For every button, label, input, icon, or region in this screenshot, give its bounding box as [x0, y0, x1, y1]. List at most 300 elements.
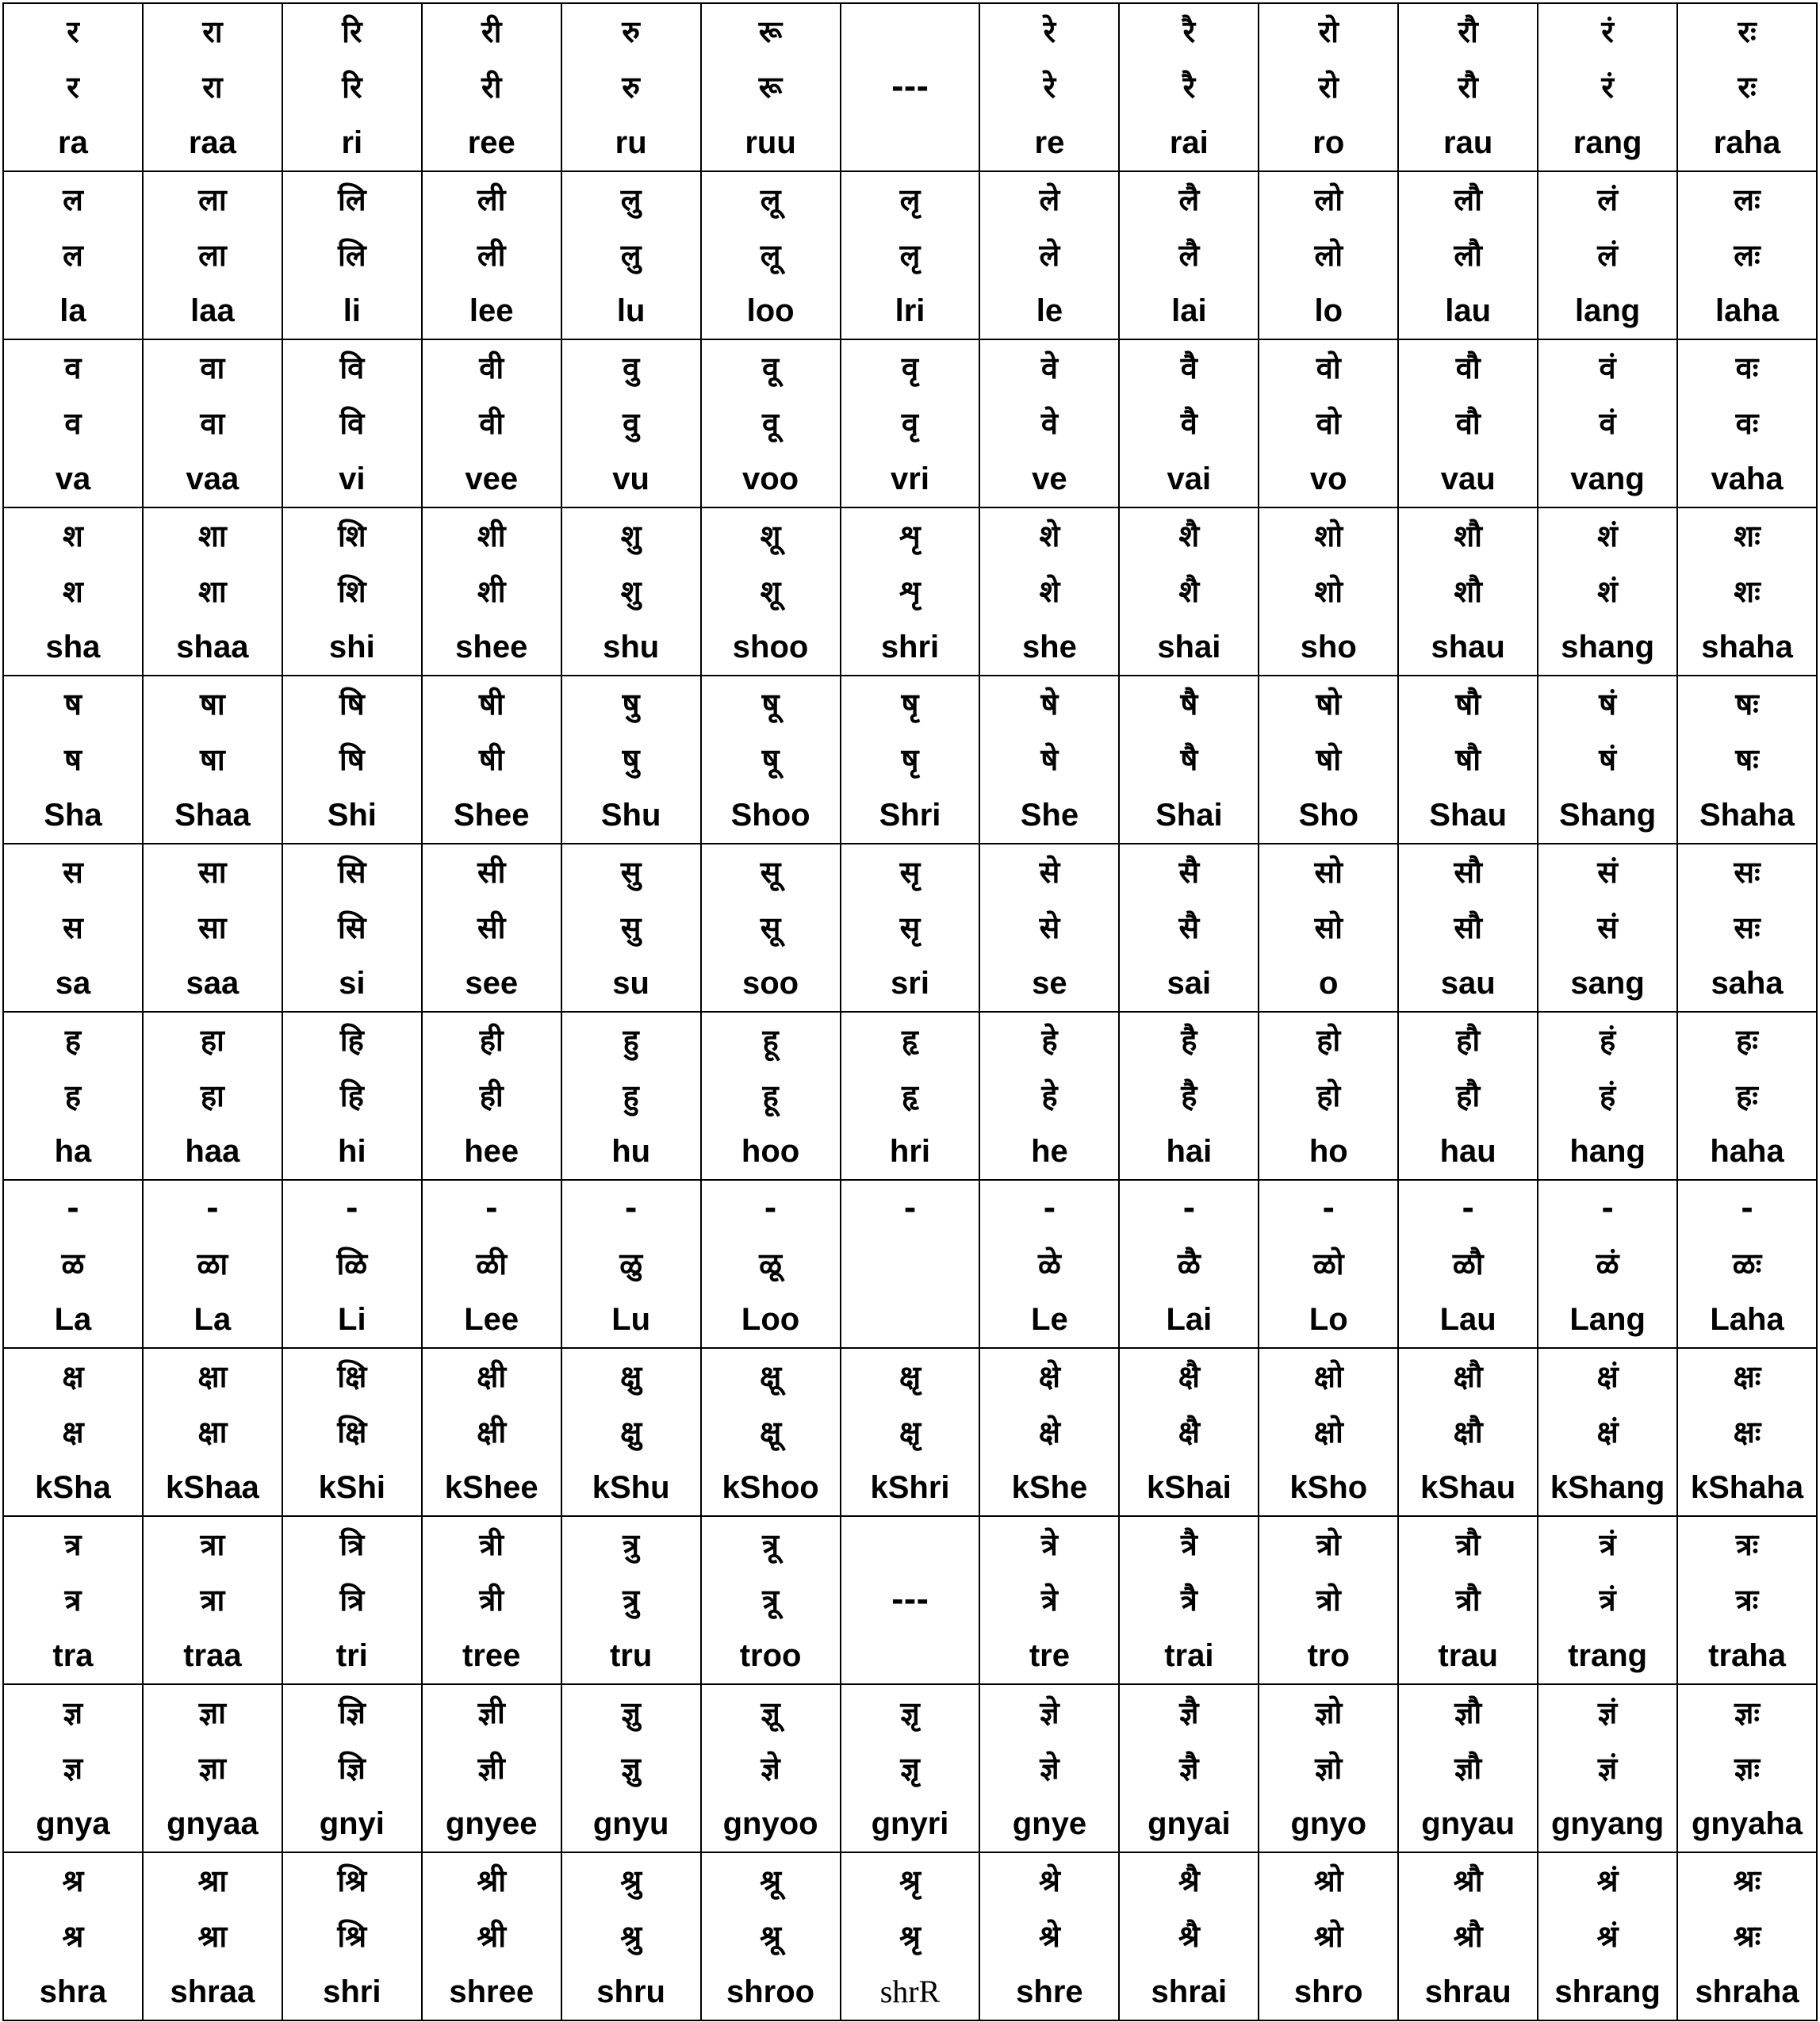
devanagari-glyph-repeat: लृ: [899, 238, 921, 273]
syllable-cell: [143, 1180, 282, 1348]
table-row: [3, 1852, 1817, 2020]
devanagari-glyph: [841, 1517, 979, 1572]
syllable-cell: [422, 676, 561, 844]
syllable-cell: [841, 1516, 980, 1684]
syllable-cell: [143, 1348, 282, 1516]
syllable-cell: [1119, 1684, 1259, 1852]
devanagari-glyph: स: [63, 855, 83, 890]
devanagari-glyph: हः: [1736, 1023, 1758, 1058]
romanization-label: [841, 1628, 979, 1683]
syllable-cell: [282, 1348, 422, 1516]
romanization-label: kShri: [870, 1470, 950, 1505]
devanagari-glyph-repeat: ळ: [61, 1247, 85, 1281]
romanization-label: Lee: [464, 1302, 519, 1337]
devanagari-glyph-repeat: ज्ञै: [1179, 1751, 1199, 1786]
syllable-cell: [282, 1180, 422, 1348]
devanagari-glyph-repeat: ळी: [476, 1247, 508, 1281]
romanization-label: shai: [1157, 630, 1221, 664]
romanization-label: ve: [1032, 461, 1067, 496]
romanization-label: vu: [612, 461, 649, 496]
devanagari-glyph-repeat: ज्ञे: [1040, 1751, 1059, 1786]
devanagari-glyph: सौ: [1454, 855, 1482, 890]
romanization-label: gnyi: [319, 1806, 385, 1841]
romanization-label: si: [339, 966, 366, 1001]
devanagari-glyph: षै: [1180, 687, 1198, 722]
devanagari-glyph: श्रि: [337, 1863, 367, 1898]
table-row: [3, 1684, 1817, 1852]
syllable-cell: [282, 171, 422, 339]
syllable-cell: [1398, 1852, 1538, 2020]
devanagari-glyph-repeat: श्रि: [337, 1919, 367, 1954]
romanization-label: Le: [1031, 1302, 1068, 1337]
devanagari-glyph: श्रः: [1733, 1863, 1761, 1898]
devanagari-glyph-repeat: ही: [479, 1078, 504, 1113]
devanagari-glyph: ज्ञ: [63, 1695, 83, 1730]
devanagari-glyph: लृ: [899, 182, 921, 217]
devanagari-glyph-repeat: ज्ञृ: [900, 1751, 920, 1786]
syllable-cell: [422, 1516, 561, 1684]
devanagari-glyph-repeat: ---: [891, 1583, 929, 1618]
devanagari-glyph: वू: [762, 350, 780, 385]
table-row: [3, 844, 1817, 1012]
syllable-cell: [422, 3, 561, 171]
syllable-cell: [1119, 171, 1259, 339]
devanagari-glyph: ज्ञृ: [900, 1695, 920, 1730]
romanization-label: Shang: [1558, 798, 1657, 833]
devanagari-glyph-repeat: सो: [1314, 910, 1343, 945]
devanagari-glyph-repeat: ष: [63, 742, 82, 777]
syllable-cell: [841, 1348, 980, 1516]
romanization-label: Shaa: [174, 798, 251, 833]
syllable-cell: [1677, 1348, 1817, 1516]
devanagari-glyph: हू: [762, 1023, 779, 1058]
devanagari-glyph: हृ: [902, 1023, 918, 1058]
syllable-cell: [841, 1012, 980, 1180]
romanization-label: Lai: [1166, 1302, 1213, 1337]
romanization-label: Shu: [600, 798, 661, 833]
syllable-cell: [701, 171, 841, 339]
syllable-cell: [841, 1180, 980, 1348]
devanagari-glyph: षः: [1735, 687, 1759, 722]
romanization-label: sa: [55, 966, 91, 1001]
romanization-label: Lo: [1308, 1302, 1348, 1337]
devanagari-glyph-repeat: शे: [1039, 574, 1060, 609]
syllable-cell: [282, 507, 422, 676]
syllable-cell: [1677, 844, 1817, 1012]
devanagari-glyph: षु: [622, 687, 640, 722]
romanization-label: shroo: [726, 1974, 815, 2009]
romanization-label: shaa: [176, 630, 249, 664]
devanagari-glyph-repeat: शौ: [1454, 574, 1483, 609]
syllable-cell: [143, 676, 282, 844]
devanagari-glyph-repeat: वी: [479, 406, 504, 441]
devanagari-glyph-repeat: रो: [1318, 70, 1339, 105]
devanagari-glyph-repeat: सि: [338, 910, 366, 945]
syllable-cell: [979, 844, 1119, 1012]
devanagari-glyph: श्रे: [1038, 1863, 1060, 1898]
devanagari-glyph-repeat: ज्ञी: [477, 1751, 505, 1786]
romanization-label: haa: [185, 1134, 240, 1169]
devanagari-glyph: शै: [1178, 519, 1200, 553]
devanagari-glyph-repeat: ज्ञः: [1734, 1751, 1761, 1786]
devanagari-glyph: रः: [1738, 14, 1757, 49]
devanagari-glyph-repeat: है: [1181, 1078, 1197, 1113]
devanagari-glyph-repeat: क्षो: [1313, 1415, 1343, 1449]
devanagari-glyph: ल: [63, 182, 83, 217]
devanagari-glyph: हे: [1041, 1023, 1058, 1058]
romanization-label: re: [1034, 125, 1065, 160]
romanization-label: shree: [449, 1974, 535, 2009]
syllable-cell: [3, 1180, 143, 1348]
romanization-label: laa: [190, 293, 235, 328]
syllable-cell: [1259, 1348, 1398, 1516]
syllable-cell: [1398, 844, 1538, 1012]
devanagari-glyph: रू: [758, 14, 783, 49]
syllable-cell: [1259, 1180, 1398, 1348]
devanagari-glyph: त्रः: [1735, 1527, 1759, 1562]
romanization-label: shang: [1561, 630, 1654, 664]
syllable-cell: [841, 1684, 980, 1852]
devanagari-glyph: रि: [342, 14, 362, 49]
syllable-cell: [1677, 1852, 1817, 2020]
devanagari-glyph-repeat: ळि: [336, 1247, 368, 1281]
devanagari-glyph-repeat: ले: [1039, 238, 1060, 273]
romanization-label: gnyoo: [722, 1806, 818, 1841]
syllable-cell: [282, 676, 422, 844]
syllable-cell: [1398, 507, 1538, 676]
devanagari-glyph-repeat: षे: [1040, 742, 1059, 777]
devanagari-glyph-repeat: त्रि: [339, 1583, 365, 1618]
devanagari-glyph: क्षे: [1038, 1359, 1061, 1394]
syllable-cell: [841, 1852, 980, 2020]
devanagari-glyph-repeat: ळं: [1596, 1247, 1619, 1281]
syllable-cell: [561, 1012, 701, 1180]
devanagari-glyph: रे: [1043, 14, 1056, 49]
devanagari-glyph-repeat: शः: [1734, 574, 1761, 609]
devanagari-glyph: व: [64, 350, 82, 385]
romanization-label: shrR: [879, 1974, 941, 2009]
devanagari-glyph-repeat: श्र: [62, 1919, 84, 1954]
devanagari-glyph-repeat: षौ: [1455, 742, 1481, 777]
romanization-label: kShee: [444, 1470, 538, 1505]
syllable-cell: [561, 1852, 701, 2020]
romanization-label: o: [1319, 966, 1339, 1001]
romanization-label: trang: [1568, 1638, 1648, 1673]
syllable-cell: [1538, 1852, 1677, 2020]
syllable-cell: [701, 844, 841, 1012]
devanagari-glyph: षृ: [901, 687, 919, 722]
devanagari-glyph: क्षो: [1313, 1359, 1343, 1394]
syllable-cell: [3, 844, 143, 1012]
syllable-cell: [1677, 1012, 1817, 1180]
syllable-cell: [1677, 1684, 1817, 1852]
devanagari-glyph: ला: [198, 182, 227, 217]
devanagari-glyph-repeat: श्रं: [1596, 1919, 1619, 1954]
devanagari-glyph: क्षृ: [899, 1359, 921, 1394]
devanagari-glyph: क्षं: [1596, 1359, 1619, 1394]
devanagari-glyph: -: [1741, 1191, 1753, 1226]
romanization-label: kShe: [1011, 1470, 1088, 1505]
syllable-cell: [979, 1852, 1119, 2020]
syllable-cell: [841, 507, 980, 676]
romanization-label: hau: [1439, 1134, 1496, 1169]
devanagari-glyph: शी: [477, 519, 506, 553]
romanization-label: traa: [183, 1638, 242, 1673]
devanagari-glyph-repeat: श्रू: [760, 1919, 782, 1954]
romanization-label: shau: [1431, 630, 1505, 664]
devanagari-glyph: शं: [1597, 519, 1619, 553]
devanagari-glyph-repeat: षु: [622, 742, 640, 777]
syllable-cell: [561, 1516, 701, 1684]
devanagari-glyph-repeat: षा: [199, 742, 225, 777]
syllable-cell: [143, 3, 282, 171]
romanization-label: voo: [742, 461, 799, 496]
syllable-cell: [1119, 1852, 1259, 2020]
devanagari-glyph: र: [67, 14, 79, 49]
romanization-label: li: [343, 293, 361, 328]
romanization-label: Lang: [1569, 1302, 1646, 1337]
syllable-cell: [1119, 1180, 1259, 1348]
syllable-cell: [1119, 507, 1259, 676]
devanagari-glyph: हु: [623, 1023, 639, 1058]
devanagari-glyph-repeat: वै: [1180, 406, 1197, 441]
devanagari-glyph-repeat: वो: [1316, 406, 1341, 441]
romanization-label: vo: [1309, 461, 1347, 496]
table-row: [3, 1180, 1817, 1348]
devanagari-glyph-repeat: त्रू: [762, 1583, 780, 1618]
romanization-label: Shoo: [730, 798, 810, 833]
devanagari-glyph: रा: [202, 14, 223, 49]
romanization-label: shraha: [1695, 1974, 1799, 2009]
devanagari-glyph-repeat: रं: [1601, 70, 1614, 105]
devanagari-glyph-repeat: ल: [63, 238, 83, 273]
devanagari-glyph-repeat: षृ: [901, 742, 919, 777]
romanization-label: vri: [891, 461, 929, 496]
devanagari-glyph: त्री: [479, 1527, 504, 1562]
devanagari-glyph: षं: [1599, 687, 1617, 722]
devanagari-glyph: वा: [200, 350, 225, 385]
syllable-cell: [1259, 3, 1398, 171]
devanagari-glyph-repeat: हः: [1736, 1078, 1758, 1113]
devanagari-glyph-repeat: क्षौ: [1453, 1415, 1483, 1449]
devanagari-glyph-repeat: क्षः: [1733, 1415, 1761, 1449]
romanization-label: she: [1021, 630, 1077, 664]
table-row: [3, 676, 1817, 844]
romanization-label: gnyee: [445, 1806, 538, 1841]
syllable-cell: [701, 1180, 841, 1348]
devanagari-glyph-repeat: हौ: [1456, 1078, 1481, 1113]
romanization-label: saa: [186, 966, 239, 1001]
devanagari-glyph: वि: [339, 350, 365, 385]
devanagari-glyph: सु: [620, 855, 642, 890]
devanagari-glyph-repeat: शु: [620, 574, 642, 609]
devanagari-glyph-repeat: हृ: [902, 1078, 918, 1113]
devanagari-glyph-repeat: ळा: [197, 1247, 228, 1281]
syllable-cell: [1538, 339, 1677, 507]
devanagari-glyph: ह: [64, 1023, 82, 1058]
devanagari-glyph: श्रै: [1178, 1863, 1200, 1898]
devanagari-glyph-repeat: ज्ञु: [621, 1751, 641, 1786]
devanagari-glyph-repeat: ळो: [1312, 1247, 1344, 1281]
devanagari-glyph-repeat: री: [481, 70, 502, 105]
syllable-cell: [1259, 844, 1398, 1012]
syllable-cell: [143, 844, 282, 1012]
romanization-label: Shai: [1155, 798, 1223, 833]
devanagari-glyph: त्रै: [1180, 1527, 1197, 1562]
devanagari-glyph-repeat: श्री: [477, 1919, 507, 1954]
romanization-label: kSha: [35, 1470, 111, 1505]
romanization-label: gnyang: [1550, 1806, 1665, 1841]
devanagari-glyph: वी: [479, 350, 504, 385]
devanagari-glyph: ज्ञे: [1040, 1695, 1059, 1730]
romanization-label: Shee: [453, 798, 530, 833]
devanagari-glyph-repeat: हु: [623, 1078, 639, 1113]
devanagari-glyph: शः: [1734, 519, 1761, 553]
syllable-cell: [282, 844, 422, 1012]
syllable-cell: [1398, 676, 1538, 844]
syllable-cell: [1398, 339, 1538, 507]
devanagari-glyph-repeat: लो: [1314, 238, 1343, 273]
syllable-cell: [701, 1684, 841, 1852]
devanagari-glyph-repeat: स: [63, 910, 83, 945]
syllable-cell: [422, 1348, 561, 1516]
syllable-cell: [1538, 1012, 1677, 1180]
devanagari-glyph: वे: [1040, 350, 1058, 385]
devanagari-glyph: हो: [1316, 1023, 1341, 1058]
romanization-label: ra: [58, 125, 88, 160]
devanagari-glyph-repeat: शी: [477, 574, 506, 609]
devanagari-glyph: सू: [760, 855, 781, 890]
devanagari-glyph-repeat: लै: [1178, 238, 1200, 273]
devanagari-glyph: क्षी: [477, 1359, 507, 1394]
romanization-label: ri: [341, 125, 363, 160]
devanagari-glyph: शौ: [1454, 519, 1483, 553]
syllable-cell: [1119, 1012, 1259, 1180]
devanagari-glyph: लः: [1734, 182, 1761, 217]
syllable-cell: [1538, 507, 1677, 676]
syllable-cell: [1259, 1684, 1398, 1852]
romanization-label: Laha: [1710, 1302, 1784, 1337]
devanagari-glyph-repeat: त्रे: [1040, 1583, 1058, 1618]
romanization-label: tru: [609, 1638, 653, 1673]
devanagari-glyph: त्रू: [762, 1527, 780, 1562]
devanagari-glyph: -: [764, 1191, 777, 1226]
syllable-cell: [282, 1852, 422, 2020]
syllable-cell: [1398, 3, 1538, 171]
syllable-cell: [979, 339, 1119, 507]
devanagari-glyph-repeat: ळौ: [1452, 1247, 1484, 1281]
devanagari-glyph: -: [67, 1191, 79, 1226]
romanization-label: La: [54, 1302, 92, 1337]
romanization-label: gnyaa: [167, 1806, 259, 1841]
devanagari-glyph-repeat: क्षृ: [899, 1415, 921, 1449]
table-body: [3, 3, 1817, 2020]
devanagari-glyph: रौ: [1458, 14, 1478, 49]
devanagari-glyph: क्षु: [620, 1359, 642, 1394]
devanagari-glyph-repeat: सौ: [1454, 910, 1482, 945]
romanization-label: lee: [469, 293, 514, 328]
devanagari-glyph: -: [1322, 1191, 1335, 1226]
romanization-label: sho: [1300, 630, 1357, 664]
devanagari-glyph-repeat: वु: [623, 406, 640, 441]
devanagari-glyph: लु: [620, 182, 642, 217]
devanagari-glyph: श्रं: [1596, 1863, 1619, 1898]
romanization-label: kShang: [1550, 1470, 1665, 1505]
devanagari-glyph: सं: [1597, 855, 1618, 890]
romanization-label: le: [1036, 293, 1063, 328]
syllable-cell: [1259, 339, 1398, 507]
syllable-cell: [979, 1012, 1119, 1180]
romanization-label: kShaha: [1690, 1470, 1804, 1505]
devanagari-glyph: श: [63, 519, 83, 553]
devanagari-glyph-repeat: लौ: [1454, 238, 1482, 273]
syllable-cell: [561, 3, 701, 171]
devanagari-glyph: -: [1601, 1191, 1614, 1226]
romanization-label: shre: [1016, 1974, 1083, 2009]
romanization-label: traha: [1708, 1638, 1786, 1673]
romanization-label: ha: [54, 1134, 92, 1169]
syllable-cell: [1538, 1180, 1677, 1348]
syllable-cell: [561, 1348, 701, 1516]
devanagari-glyph-repeat: क्षु: [620, 1415, 642, 1449]
romanization-label: soo: [742, 966, 799, 1001]
syllable-cell: [3, 171, 143, 339]
devanagari-glyph: श्रू: [760, 1863, 782, 1898]
devanagari-glyph: ष: [63, 687, 82, 722]
devanagari-glyph: हा: [200, 1023, 224, 1058]
devanagari-glyph: त्रि: [339, 1527, 365, 1562]
devanagari-glyph: रै: [1182, 14, 1196, 49]
romanization-label: hai: [1166, 1134, 1213, 1169]
romanization-label: shi: [328, 630, 375, 664]
syllable-cell: [1538, 844, 1677, 1012]
table-row: [3, 3, 1817, 171]
devanagari-glyph: -: [1182, 1191, 1196, 1226]
devanagari-glyph-repeat: वौ: [1455, 406, 1481, 441]
devanagari-glyph-repeat: शो: [1314, 574, 1343, 609]
devanagari-glyph: लं: [1597, 182, 1618, 217]
syllable-cell: [979, 1684, 1119, 1852]
devanagari-glyph-repeat: ज्ञा: [198, 1751, 226, 1786]
syllable-cell: [143, 1684, 282, 1852]
syllable-cell: [3, 3, 143, 171]
romanization-label: lai: [1171, 293, 1207, 328]
syllable-cell: [979, 676, 1119, 844]
devanagari-glyph-repeat: ज्ञि: [338, 1751, 366, 1786]
syllable-cell: [841, 339, 980, 507]
devanagari-glyph-repeat: त्रो: [1316, 1583, 1341, 1618]
devanagari-glyph: -: [345, 1191, 358, 1226]
devanagari-glyph: लि: [338, 182, 366, 217]
romanization-label: vaha: [1711, 461, 1784, 496]
romanization-label: Lu: [611, 1302, 651, 1337]
devanagari-glyph-repeat: सी: [477, 910, 506, 945]
devanagari-glyph-repeat: त्रा: [200, 1583, 225, 1618]
devanagari-glyph-repeat: श्रै: [1178, 1919, 1200, 1954]
devanagari-glyph-repeat: ळै: [1177, 1247, 1201, 1281]
syllable-cell: [1119, 1348, 1259, 1516]
romanization-label: lu: [616, 293, 646, 328]
devanagari-glyph: षि: [339, 687, 365, 722]
devanagari-glyph: त्रे: [1040, 1527, 1058, 1562]
romanization-label: [841, 115, 979, 170]
devanagari-glyph: ले: [1039, 182, 1060, 217]
devanagari-glyph-repeat: वू: [762, 406, 780, 441]
romanization-label: loo: [746, 293, 795, 328]
romanization-label: shrau: [1424, 1974, 1512, 2009]
devanagari-glyph: रो: [1318, 14, 1339, 49]
romanization-label: lri: [895, 293, 925, 328]
